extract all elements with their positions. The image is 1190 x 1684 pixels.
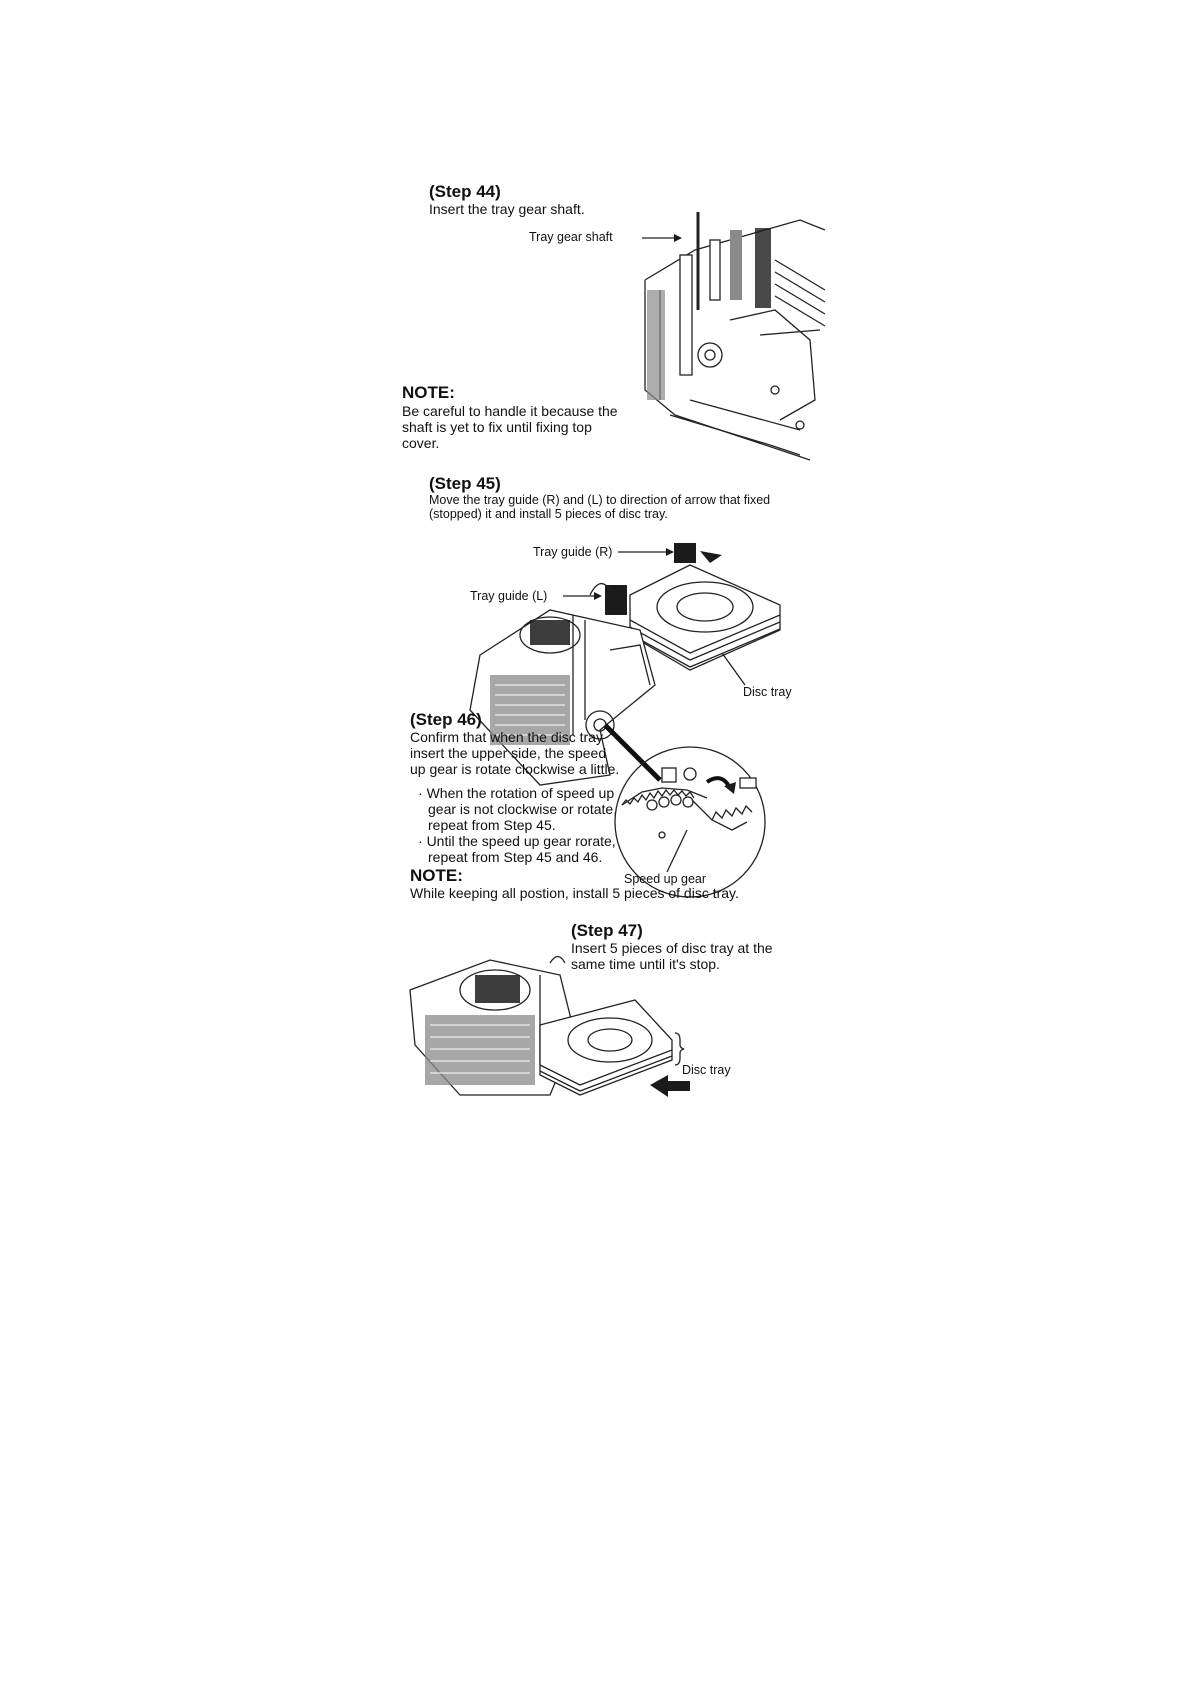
step-44-note-heading: NOTE:	[402, 383, 455, 402]
step-46-heading: (Step 46)	[410, 710, 482, 729]
step-44-illustration	[600, 200, 830, 460]
step-46-note-heading: NOTE:	[410, 866, 463, 885]
step-47-heading: (Step 47)	[571, 921, 643, 940]
disc-tray-label-step-47: Disc tray	[682, 1063, 731, 1077]
step-44-instruction: Insert the tray gear shaft.	[429, 201, 585, 217]
step-45-heading: (Step 45)	[429, 474, 501, 493]
step-46-bullet: · When the rotation of speed up gear is not clockwise or rotate, repeat from Step 45.	[412, 785, 627, 833]
disc-tray-label-step-45: Disc tray	[743, 685, 792, 699]
tray-gear-shaft-label: Tray gear shaft	[529, 230, 613, 244]
tray-guide-r-label: Tray guide (R)	[533, 545, 613, 559]
step-46-bullet: · Until the speed up gear rorate, repeat from Step 45 and 46.	[412, 833, 627, 865]
step-45-instruction: Move the tray guide (R) and (L) to direction of arrow that fixed (stopped) it and install 5 pieces of disc tray.	[429, 493, 771, 521]
speed-up-gear-label: Speed up gear	[624, 872, 707, 886]
step-44-heading: (Step 44)	[429, 182, 501, 201]
step-47-instruction: Insert 5 pieces of disc tray at the same time until it's stop.	[571, 940, 773, 972]
speed-up-gear-detail	[612, 760, 782, 890]
step-46-note-text: While keeping all postion, install 5 pieces of disc tray.	[410, 885, 739, 901]
step-44-note-text: Be careful to handle it because the shaft is yet to fix until fixing top cover.	[402, 403, 618, 451]
step-46-instruction: Confirm that when the disc tray insert the upper side, the speed up gear is rotate clockwise a little.	[410, 729, 620, 777]
tray-guide-l-label: Tray guide (L)	[470, 589, 548, 603]
step-46-bullet-list	[412, 785, 627, 865]
step-47-illustration	[400, 945, 790, 1115]
